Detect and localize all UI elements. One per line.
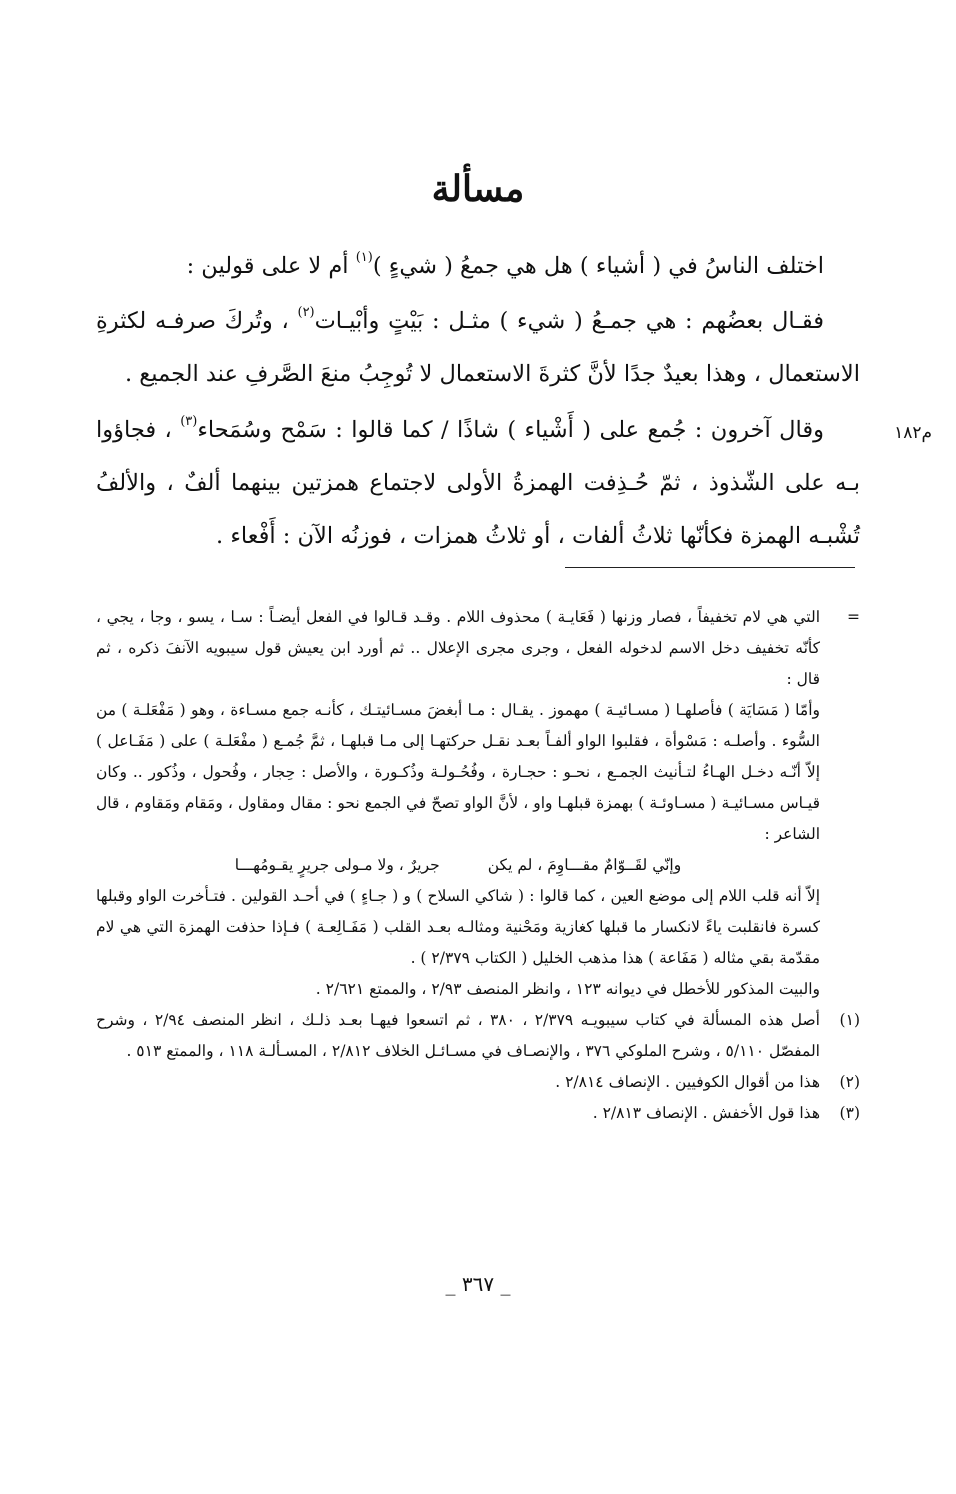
paragraph-1-text-a: اختلف الناسُ في ( أشياء ) هل هي جمعُ ( شيءٍ ) — [372, 253, 824, 279]
footnote-ref-3: (٣) — [180, 414, 198, 429]
paragraph-2-text-b: ، وتُركَ صرفـه لكثرةِ الاستعمال ، وهذا بعيدٌ جدًا لأنَّ كثرةَ الاستعمال لا تُوجِبُ منعَ الصَّرفِ عند الجميع . — [96, 308, 860, 387]
paragraph-1-text-b: أم لا على قولين : — [186, 253, 356, 279]
footnote-2-mark: (٢) — [839, 1073, 860, 1091]
footnote-ref-1: (١) — [355, 250, 373, 265]
footnote-2 — [96, 1067, 860, 1098]
footnote-3-text: هذا قول الأخفش . الإنصاف ٢/٨١٣ . — [592, 1104, 820, 1122]
footnote-continuation-p4: والبيت المذكور للأخطل في ديوانه ١٢٣ ، وانظر المنصف ٢/٩٣ ، والممتع ٢/٦٢١ . — [315, 980, 820, 998]
verse-second-hemistich: جريرٌ ، ولا مـولى جريرٍ يقـومُهـــا — [234, 856, 440, 874]
footnote-continuation-p3: إلاّ أنه قلب اللام إلى موضع العين ، كما قالوا : ( شاكي السلاح ) و ( جـاءٍ ) في أحـد القولين . فتـأخرت الواو وقبلها كسرة فانقلبت ياءً لانكسار ما قبلها كغازية ومَحْنية ومثالـه بعـد القلب ( مَفَـالِعـة ) فـإذا حذفت الهمزة التي هي لام مقدّمة بقي مثاله ( مَفَاعة ) هذا مذهب الخليل ( الكتاب ٢/٣٧٩ ) . — [96, 887, 820, 967]
footnote-continuation-p2: وأمّا ( مَسَايَة ) فأصلهـا ( مسـائيـة ) مهموز . يقـال : مـا أبغضَ مسـائيتـك ، كأنـه جمع مسـاءة ، وهو ( مَفْعَلـة ) من السُّوء . وأصلـه : مَسْوأة ، فقلبوا الواو ألفـاً بعـد نقـل حركتهـا إلى مـا قبلهـا ، ثمَّ جُمـع ( مفْعَلـة ) على ( مَفَـاعل ) إلاّ أنّـه دخـل الهـاءُ لتـأنيث الجمـع ، نحـو : حجـارة ، وفُحُـولـة وذُكـورة ، والأصل : حِجار ، وفُحول ، وذُكور .. وكان قيـاس مسـائيـة ( مسـاوئـة ) بهمزة قبلهـا واو ، لأنَّ الواو تصحّ في الجمع نحو : مقال ومقاول ، ومَقام ومَقاوم ، قال الشاعر : — [96, 701, 820, 843]
paragraph-3-text-a: وقال آخرون : جُمع على ( أَشْياء ) شاذًا / كما قالوا : سَمْح وسُمَحاء — [197, 417, 824, 443]
footnote-ref-2: (٢) — [297, 305, 315, 320]
footnote-continuation — [96, 602, 860, 1005]
footnote-1-text: أصل هذه المسألة في كتاب سيبويـه ٢/٣٧٩ ، ٣٨٠ ، ثم اتسعوا فيهـا بعـد ذلـك ، انظر المنصف ٢/٩٤ ، وشرح المفصّل ٥/١١٠ ، وشرح الملوكي ٣٧٦ ، والإنصـاف في مسـائـل الخلاف ٢/٨١٢ ، المسـألـة ١١٨ ، والممتع ٥١٣ . — [96, 1011, 820, 1060]
verse-first-hemistich: وإنّي لقَــوّامٌ مقـــاوِمَ ، لم يكن — [487, 856, 682, 874]
paragraph-2 — [96, 295, 860, 401]
page-number: _ ٣٦٧ _ — [445, 1272, 511, 1296]
footnotes — [96, 602, 860, 1129]
footnote-1-mark: (١) — [839, 1011, 860, 1029]
poetry-verse — [96, 850, 820, 881]
footnote-1 — [96, 1005, 860, 1067]
footnote-2-text: هذا من أقوال الكوفيين . الإنصاف ٢/٨١٤ . — [555, 1073, 820, 1091]
margin-manuscript-note: م١٨٢ — [894, 423, 932, 443]
footnote-3-mark: (٣) — [839, 1104, 860, 1122]
page-title: مسألة — [431, 168, 525, 210]
paragraph-2-text-a: فقـال بعضُهم : هي جمـعُ ( شيء ) مثـل : بَيْتٍ وأبْيـات — [314, 308, 824, 334]
paragraph-3 — [96, 404, 860, 563]
footnote-separator — [565, 567, 855, 568]
footnote-continuation-p1: التي هي لام تخفيفاً ، فصار وزنها ( فَعَايـة ) محذوف اللام . وقـد قـالوا في الفعل أيضـاً : سـا ، يسو ، وجا ، يجي ، كأنّه تخفيف دخل الاسم لدخوله الفعل ، وجرى مجرى الإعلال .. ثم أورد ابن يعيش قول سيبويه الآنفَ ذكره ، ثم قال : — [96, 608, 821, 688]
paragraph-1 — [96, 240, 860, 293]
paragraph-3-text-b: ، فجاؤوا بـه على الشّذوذ ، ثمّ حُـذِفت الهمزةُ الأولى لاجتماع همزتين بينهما ألفٌ ، والألفُ تُشْبـه الهمزة فكأنّها ثلاثُ ألفات ، أو ثلاثُ همزات ، فوزنُه الآن : أَفْعاء . — [96, 417, 860, 549]
footnote-3 — [96, 1098, 860, 1129]
footnote-continuation-mark: = — [847, 608, 860, 626]
